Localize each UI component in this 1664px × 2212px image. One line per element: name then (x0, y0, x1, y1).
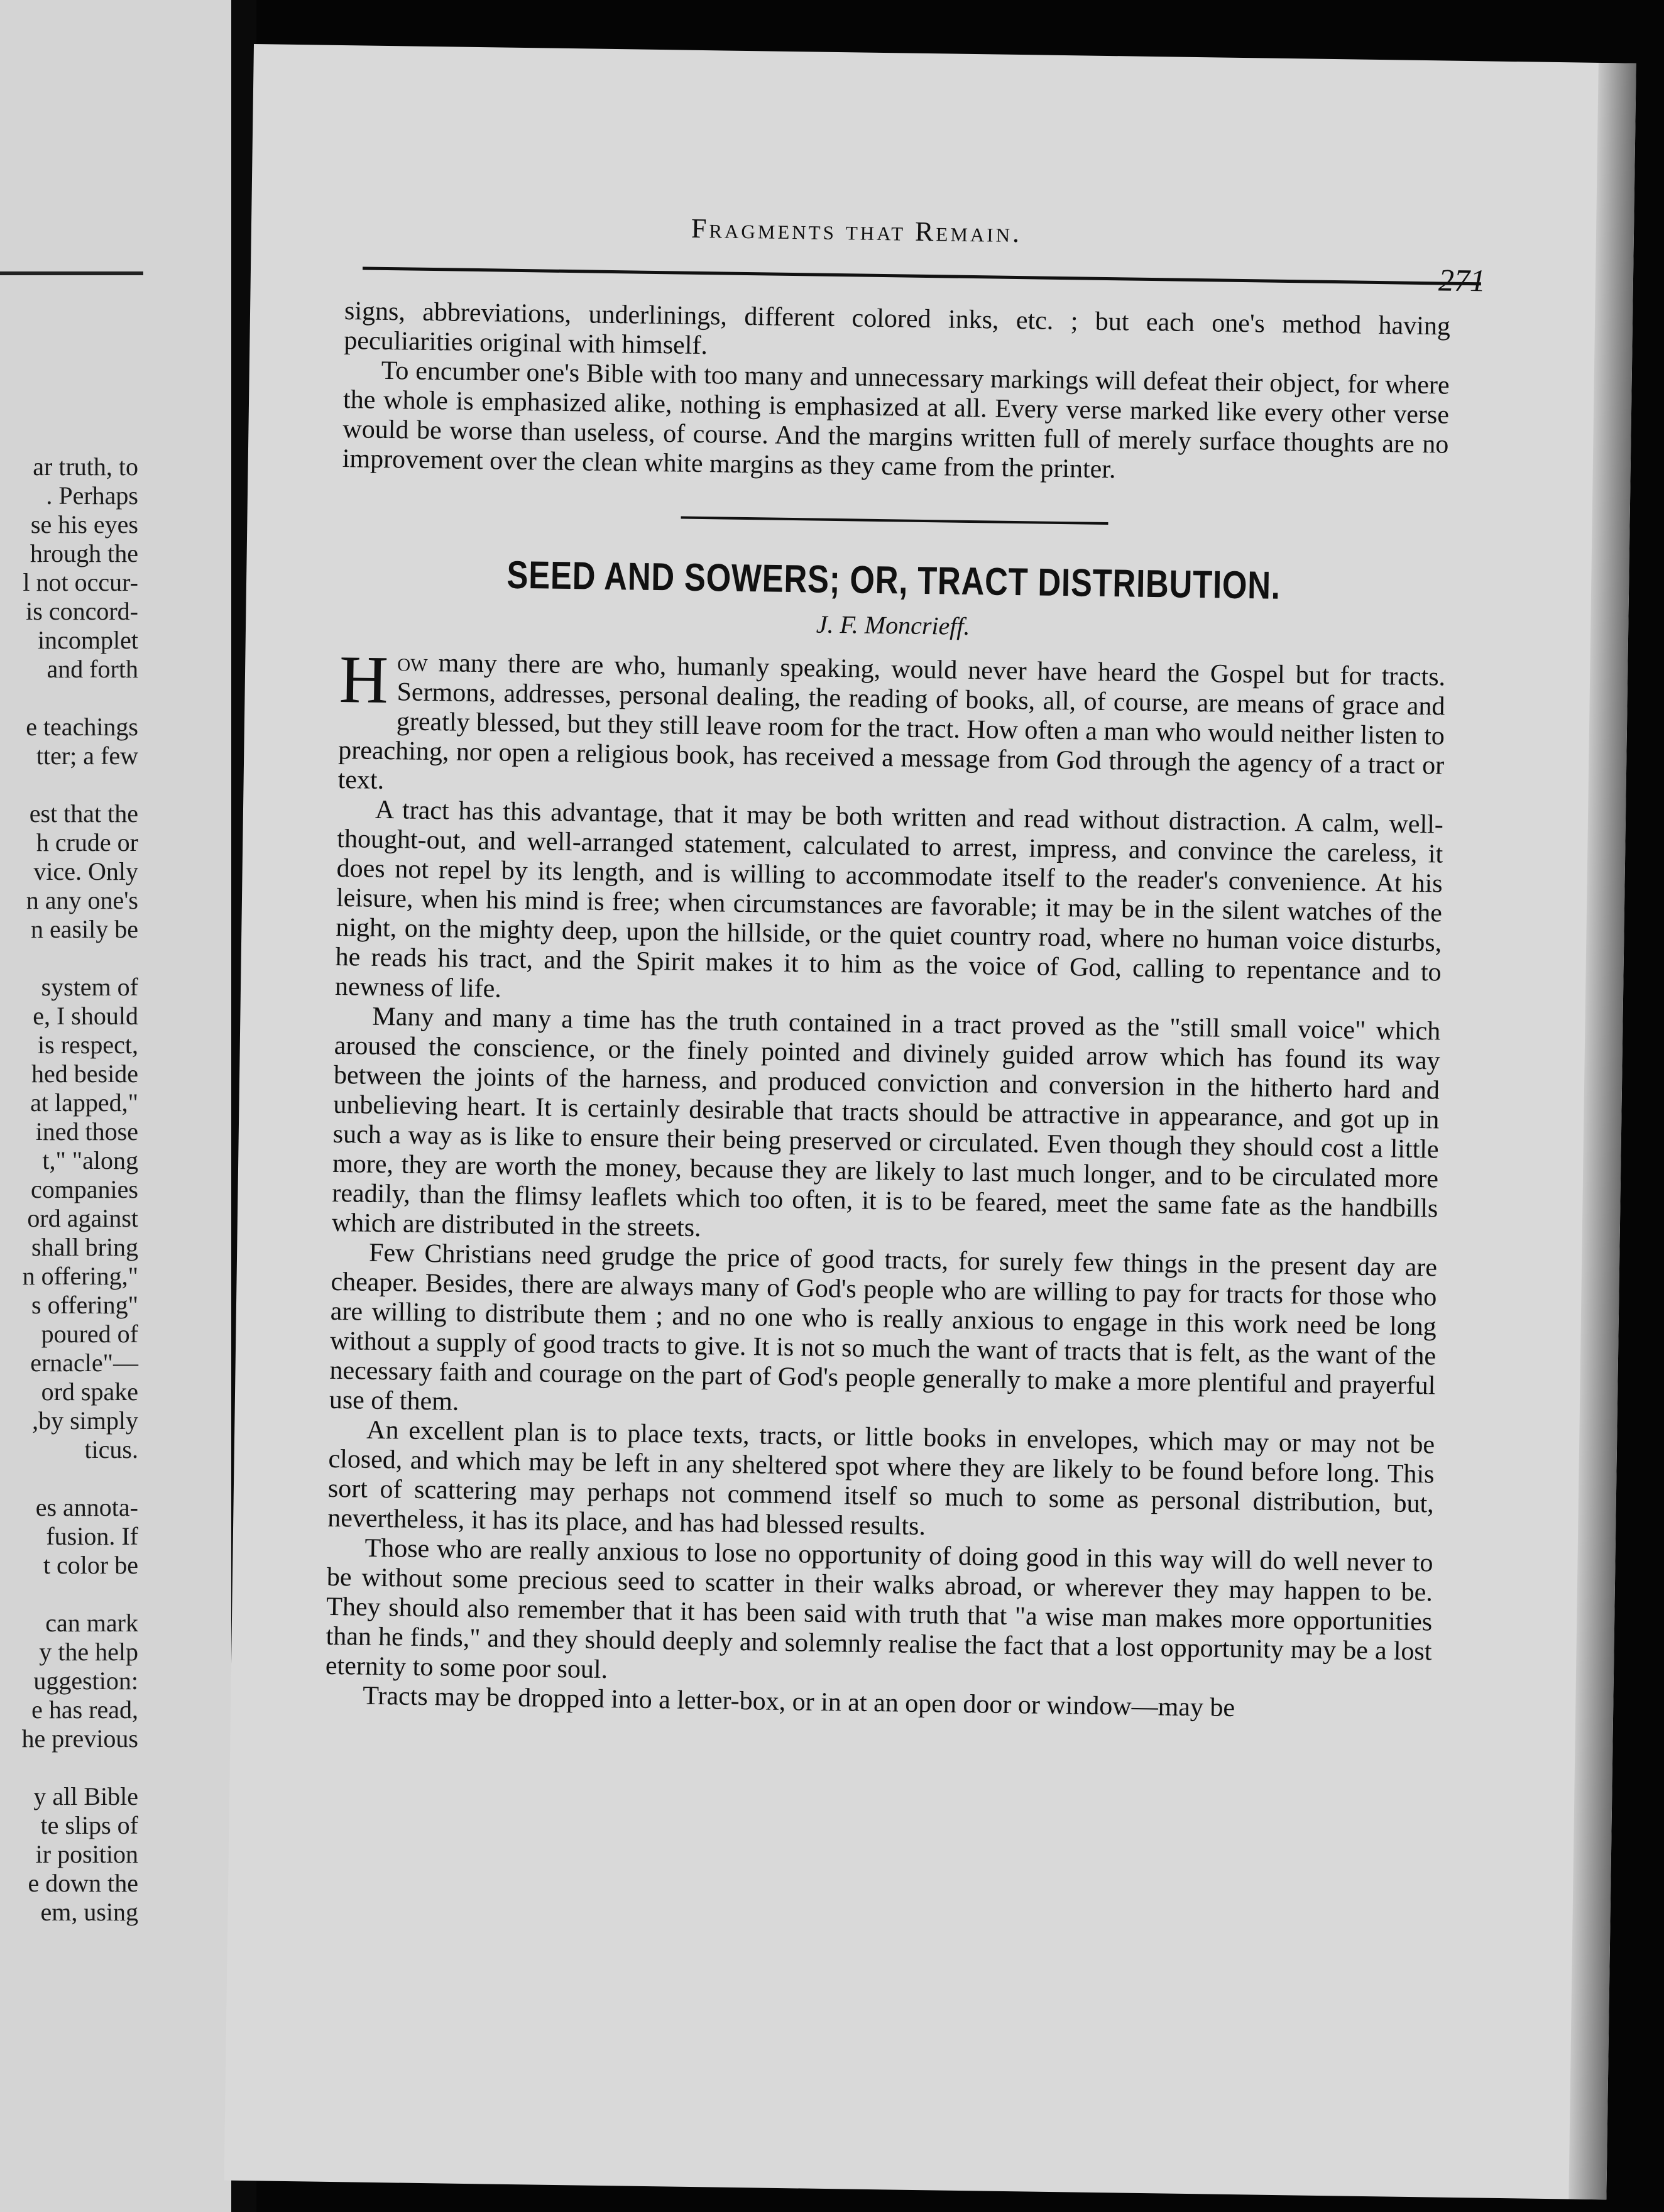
left-page-line: is respect, (38, 1031, 138, 1059)
running-head: Fragments that Remain. (691, 212, 1022, 249)
left-page-line (0, 1580, 138, 1609)
header-rule (363, 266, 1481, 285)
article-paragraph: Tracts may be dropped into a letter-box, or in at an open door or window—may be (362, 1681, 1235, 1723)
left-page-line (0, 770, 138, 799)
right-page (224, 44, 1636, 2199)
left-page-line: uggestion: (33, 1667, 138, 1695)
continuation-paragraph: signs, abbreviations, underlinings, different colored inks, etc. ; but each one's method having peculiarities original with himself. (344, 297, 1451, 361)
left-page-line: ,by simply (32, 1406, 138, 1435)
left-page-line: fusion. If (46, 1522, 138, 1550)
left-page-line (0, 684, 138, 713)
left-page-line: t," "along (42, 1146, 138, 1174)
page-edge (1568, 63, 1636, 2200)
left-page-line: ord against (27, 1204, 138, 1232)
left-page-text (0, 452, 138, 1927)
drop-cap: H (339, 642, 389, 718)
article-paragraph: Few Christians need grudge the price of good tracts, for surely few things in the present day are cheaper. Besides, there are always many of God's people who are willing to pay for tracts for those who are willing to distribute them ; and no one who is really anxious to engage in this work need be long without a supply of good tracts to give. It is not so much the want of tracts that is felt, as the want of the necessary faith and courage on the part of God's people generally to make a more plentiful and prayerful use of them. (329, 1238, 1438, 1416)
article-first-paragraph (337, 642, 1446, 811)
left-page-line: e has read, (31, 1695, 138, 1724)
left-page-line: est that the (29, 799, 138, 828)
left-page-line (0, 1753, 138, 1782)
left-page-line: y all Bible (33, 1782, 138, 1810)
left-page-line: n offering," (22, 1262, 138, 1290)
section-divider (681, 517, 1108, 525)
first-word-rest: ow (397, 648, 428, 677)
left-page-line: tter; a few (36, 742, 138, 770)
left-page-line: n any one's (26, 886, 138, 914)
left-page-line: e, I should (33, 1002, 138, 1030)
left-page-line: shall bring (31, 1233, 138, 1261)
left-page-line: e teachings (26, 713, 138, 741)
page-body (325, 297, 1450, 1726)
left-page-line: he previous (21, 1724, 138, 1753)
left-page-rule (0, 271, 143, 275)
left-page (0, 0, 234, 2212)
left-page-line: at lapped," (30, 1088, 138, 1117)
left-page-line: hed beside (31, 1059, 138, 1088)
left-page-line: vice. Only (33, 857, 138, 885)
article-paragraph: Many and many a time has the truth contained in a tract proved as the "still small voice" which aroused the conscience, or the finely pointed and divinely guided arrow which has found its way between the joints of the harness, and produced conviction and conversion in the hitherto hard and unbelieving heart. It is certainly desirable that tracts should be attractive in appearance, and got up in such a way as is like to ensure their being preserved or circulated. Even though they should cost a little more, they are worth the money, because they are likely to last much longer, and to be circulated more readily, than the flimsy leaflets which too often, it is to be feared, meet the same fate as the handbills which are distributed in the streets. (331, 1002, 1441, 1243)
left-page-line: ord spake (41, 1377, 138, 1406)
left-page-line: n easily be (30, 915, 138, 943)
left-page-line: incomplet (38, 626, 138, 654)
article-paragraph: Those who are really anxious to lose no opportunity of doing good in this way will do well never to be without some precious seed to scatter in their walks abroad, or wherever they may happen to be. They should also remember that it has been said with truth that "a wise man makes more opportunities than he finds," and they should deeply and solemnly realise the fact that a lost opportunity may be a lost eternity to some poor soul. (325, 1533, 1433, 1685)
left-page-line: is concord- (26, 597, 138, 625)
left-page-line: t color be (43, 1551, 138, 1579)
left-page-line: ticus. (84, 1435, 138, 1464)
article-paragraph: A tract has this advantage, that it may be both written and read without distraction. A calm, well-thought-out, and well-arranged statement, calculated to arrest, impress, and convince the careless, it does not repel by its length, and is willing to accommodate itself to the reader's convenience. At his leisure, when his mind is free; when circumstances are favorable; it may be in the silent watches of the night, on the mighty deep, upon the hillside, or the quiet country road, where no human voice disturbs, he reads his tract, and the Spirit makes it to him as the voice of God, calling to repentance and to newness of life. (334, 795, 1444, 1004)
first-paragraph-text: many there are who, humanly speaking, would never have heard the Gospel but for tracts. Sermons, addresses, personal dealing, the reading of books, all, of course, are means of grace and greatly blessed, but they still leave room for the tract. How often a man who would neither listen to preaching, nor open a religious book, has received a message from God through the agency of a tract or text. (337, 648, 1446, 796)
left-page-line: ernacle"— (30, 1349, 138, 1377)
left-page-line: ar truth, to (33, 452, 138, 481)
article-author: J. F. Moncrieff. (816, 610, 970, 640)
page-number: 271 (1438, 262, 1486, 298)
left-page-line: can mark (45, 1609, 138, 1637)
left-page-line: poured of (41, 1320, 138, 1348)
continuation-paragraph: To encumber one's Bible with too many and unnecessary markings will defeat their object, for where the whole is emphasized alike, nothing is emphasized at all. Every verse marked like every other verse would be worse than useless, of course. And the margins written full of merely surface thoughts are no improvement over the clean white margins as they came from the printer. (342, 356, 1450, 485)
left-page-line: system of (41, 973, 138, 1001)
left-page-line: s offering" (31, 1291, 138, 1319)
left-page-line: se his eyes (30, 510, 138, 539)
left-page-line: e down the (28, 1869, 138, 1897)
left-page-line: es annota- (35, 1493, 138, 1521)
left-page-line: h crude or (36, 828, 138, 857)
left-page-line (0, 944, 138, 973)
left-page-line: companies (30, 1175, 138, 1203)
left-page-line: y the help (39, 1638, 138, 1666)
article-paragraph: An excellent plan is to place texts, tracts, or little books in envelopes, which may or may not be closed, and which may be left in any sheltered spot where they are likely to be found before long. This sort of scattering may perhaps not commend itself so much to some as personal distribution, but, nevertheless, it has its place, and has had blessed results. (327, 1415, 1435, 1541)
left-page-line: ir position (35, 1840, 138, 1868)
left-page-line: te slips of (40, 1811, 138, 1839)
left-page-line: ined those (35, 1117, 138, 1146)
left-page-line: and forth (47, 655, 138, 683)
left-page-line (0, 1464, 138, 1493)
left-page-line: hrough the (30, 539, 138, 567)
article-title: SEED AND SOWERS; OR, TRACT DISTRIBUTION. (506, 553, 1281, 608)
left-page-line: l not occur- (23, 568, 138, 596)
left-page-line: . Perhaps (46, 481, 138, 510)
left-page-line: em, using (40, 1898, 138, 1926)
